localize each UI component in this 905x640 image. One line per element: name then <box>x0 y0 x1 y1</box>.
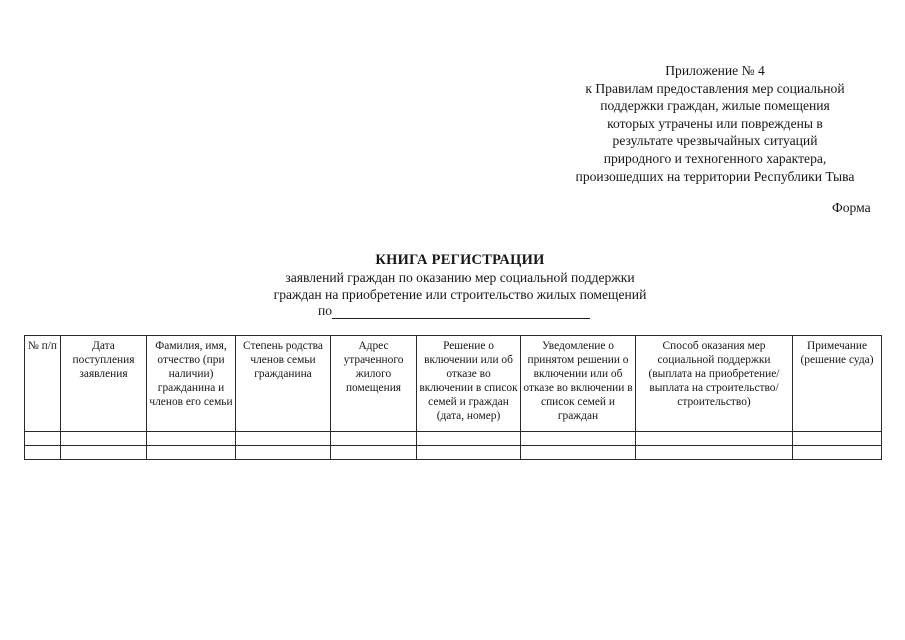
table-cell <box>331 446 417 460</box>
table-cell <box>25 432 61 446</box>
col-header-notification: Уведомление о принятом решении о включении или об отказе во включении в список семей и граждан <box>521 336 636 432</box>
col-header-full-name: Фамилия, имя, отчество (при наличии) гражданина и членов его семьи <box>147 336 236 432</box>
table-row <box>25 432 882 446</box>
po-label: по <box>318 303 333 318</box>
table-cell <box>147 432 236 446</box>
subtitle-line: граждан на приобретение или строительство жилых помещений <box>273 287 647 302</box>
col-header-address: Адрес утраченного жилого помещения <box>331 336 417 432</box>
table-cell <box>331 432 417 446</box>
table-cell <box>793 432 882 446</box>
appendix-line: поддержки граждан, жилые помещения <box>600 98 830 114</box>
table-cell <box>521 432 636 446</box>
appendix-line: к Правилам предоставления мер социальной <box>585 80 845 96</box>
appendix-line: которых утрачены или повреждены в <box>607 115 823 131</box>
table-cell <box>61 432 147 446</box>
subtitle-line: заявлений граждан по оказанию мер социальной поддержки <box>285 270 635 285</box>
po-blank-field <box>332 318 590 319</box>
col-header-number: № п/п <box>25 336 61 432</box>
col-header-date: Дата поступления заявления <box>61 336 147 432</box>
form-label: Форма <box>832 200 871 215</box>
col-header-note: Примечание (решение суда) <box>793 336 882 432</box>
table-cell <box>25 446 61 460</box>
appendix-line: Приложение № 4 <box>665 63 765 78</box>
col-header-kinship: Степень родства членов семьи гражданина <box>236 336 331 432</box>
table-cell <box>793 446 882 460</box>
appendix-line: природного и техногенного характера, <box>603 150 827 166</box>
appendix-header <box>520 62 905 185</box>
document-title: КНИГА РЕГИСТРАЦИИ <box>375 252 545 268</box>
col-header-support-method: Способ оказания мер социальной поддержки (выплата на приобретение/выплата на строительство/строительство) <box>636 336 793 432</box>
appendix-line: произошедших на территории Республики Тыва <box>575 168 855 184</box>
table-cell <box>521 446 636 460</box>
table-row <box>25 446 882 460</box>
table-cell <box>636 446 793 460</box>
table-cell <box>417 446 521 460</box>
table-cell <box>236 432 331 446</box>
appendix-line: результате чрезвычайных ситуаций <box>612 133 818 149</box>
table-cell <box>236 446 331 460</box>
table-cell <box>636 432 793 446</box>
registration-table <box>24 335 882 460</box>
table-cell <box>61 446 147 460</box>
table-cell <box>147 446 236 460</box>
col-header-decision: Решение о включении или об отказе во включении в список семей и граждан (дата, номер) <box>417 336 521 432</box>
document-subtitle <box>200 269 720 303</box>
table-header-row <box>25 336 882 432</box>
table-cell <box>417 432 521 446</box>
